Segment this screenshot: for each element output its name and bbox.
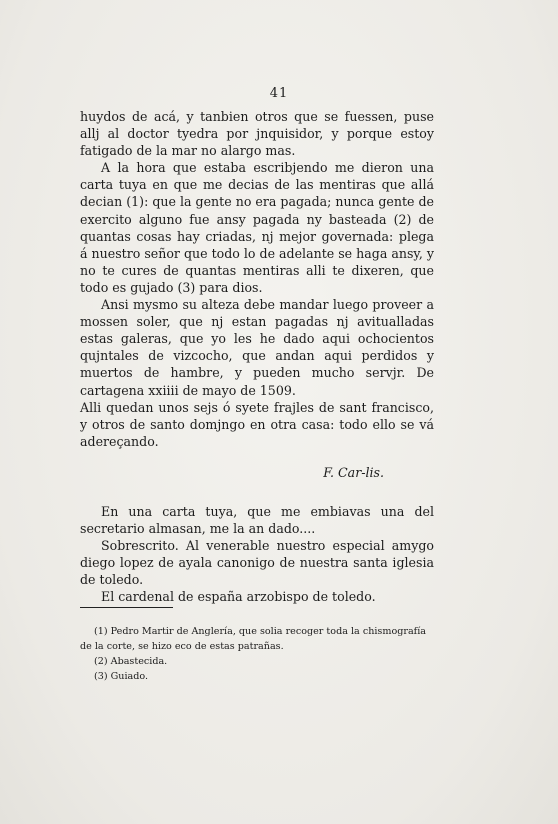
paragraph: Alli quedan unos sejs ó syete frajles de sant francisco, y otros de santo domjngo en otra casa: todo ello se vá adereçando. [80, 399, 434, 449]
paragraph: huydos de acá, y tanbien otros que se fuessen, puse allj al doctor tyedra por jnquisidor, y porque estoy fatigado de la mar no alargo mas. [80, 109, 434, 159]
page-number: 41 [269, 86, 289, 101]
paragraph: Sobrescrito. Al venerable nuestro especial amygo diego lopez de ayala canonigo de nuestra santa iglesia de toledo. [80, 538, 434, 588]
signature: F. Car-lis. [323, 464, 384, 480]
paragraph: El cardenal de españa arzobispo de toledo. [101, 589, 376, 605]
paragraph: En una carta tuya, que me embiavas una del secretario almasan, me la an dado.... [80, 503, 434, 537]
footnote: (3) Guiado. [94, 671, 149, 682]
footnote: (2) Abastecida. [94, 656, 168, 667]
paragraph: A la hora que estaba escribjendo me dieron una carta tuya en que me decias de las mentiras que allá decian (1): que la gente no era pagada; nunca gente de exercito alguno fue ansy pagada ny basteada (2) de quantas cosas hay criadas, nj mejor governada: plega á nuestro señor que todo lo de adelante se haga ansy, y no te cures de quantas mentiras alli te dixeren, que todo es gujado (3) para dios. [80, 160, 434, 295]
paragraph: Ansi mysmo su alteza debe mandar luego proveer a mossen soler, que nj estan pagadas nj avitualladas estas galeras, que yo les he dado aqui ochocientos qujntales de vizcocho, que andan aqui perdidos y muertos de hambre, y pueden mucho servjr. De cartagena xxiiii de mayo de 1509. [80, 297, 434, 398]
footnote-divider [80, 607, 173, 608]
main-text [80, 108, 434, 606]
footnote: (1) Pedro Martir de Anglería, que solia recoger toda la chismografía de la corte, se hizo eco de estas patrañas. [80, 626, 427, 652]
footnotes [80, 624, 436, 684]
